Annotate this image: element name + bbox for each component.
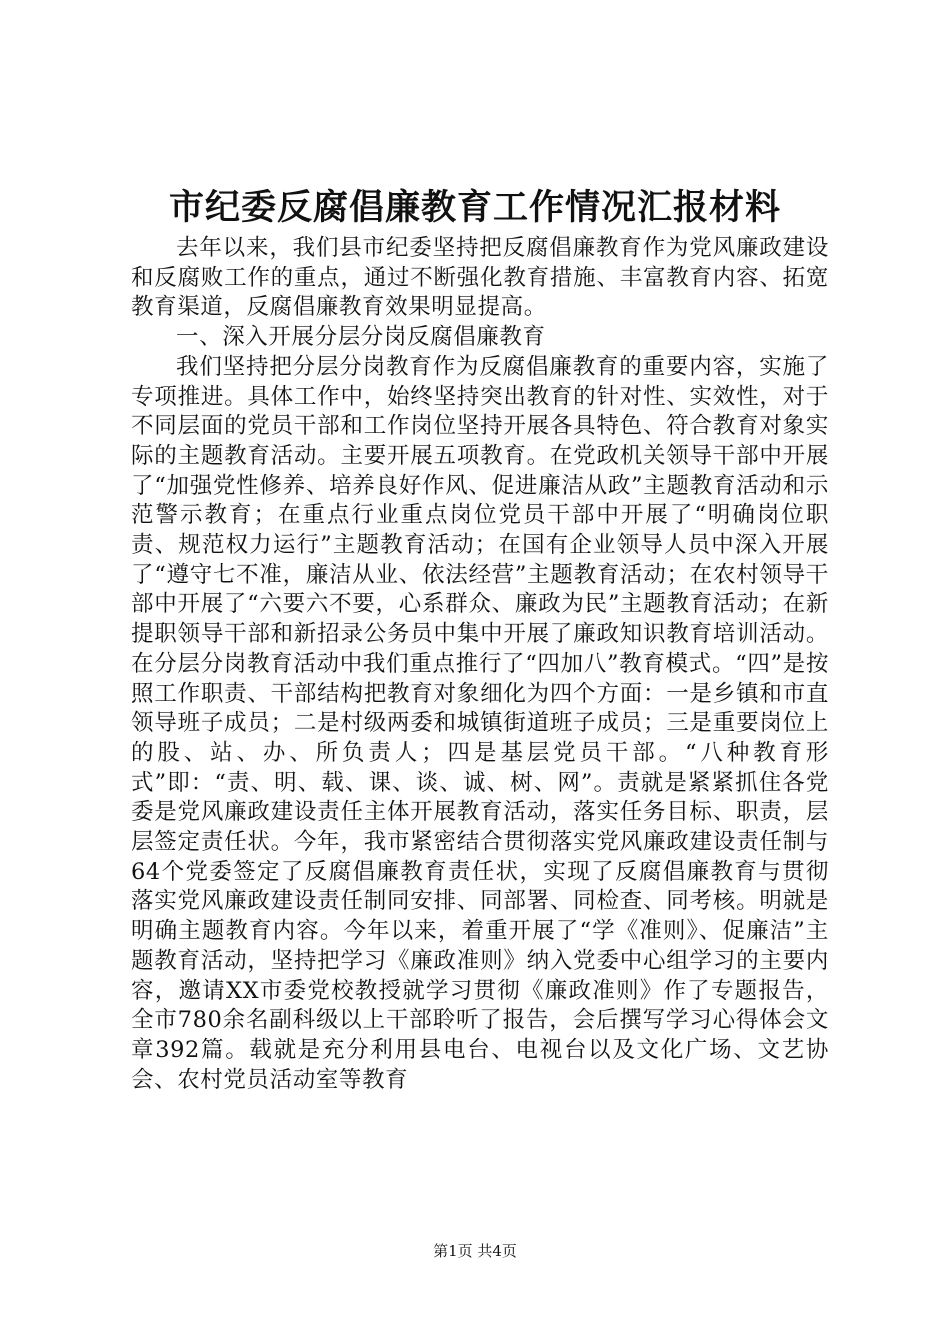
paragraph-intro: 去年以来，我们县市纪委坚持把反腐倡廉教育作为党风廉政建设和反腐败工作的重点，通过不断强化教育措施、丰富教育内容、拓宽教育渠道，反腐倡廉教育效果明显提高。 — [131, 235, 829, 321]
paragraph-section-1: 我们坚持把分层分岗教育作为反腐倡廉教育的重要内容，实施了专项推进。具体工作中，始终坚持突出教育的针对性、实效性，对于不同层面的党员干部和工作岗位坚持开展各具特色、符合教育对象实际的主题教育活动。主要开展五项教育。在党政机关领导干部中开展了“加强党性修养、培养良好作风、促进廉洁从政”主题教育活动和示范警示教育；在重点行业重点岗位党员干部中开展了“明确岗位职责、规范权力运行”主题教育活动；在国有企业领导人员中深入开展了“遵守七不准，廉洁从业、依法经营”主题教育活动；在农村领导干部中开展了“六要六不要，心系群众、廉政为民”主题教育活动；在新提职领导干部和新招录公务员中集中开展了廉政知识教育培训活动。在分层分岗教育活动中我们重点推行了“四加八”教育模式。“四”是按照工作职责、干部结构把教育对象细化为四个方面：一是乡镇和市直领导班子成员；二是村级两委和城镇街道班子成员；三是重要岗位上的股、站、办、所负责人；四是基层党员干部。“八种教育形式”即：“责、明、载、课、谈、诚、树、网”。责就是紧紧抓住各党委是党风廉政建设责任主体开展教育活动，落实任务目标、职责，层层签定责任状。今年，我市紧密结合贯彻落实党风廉政建设责任制与64个党委签定了反腐倡廉教育责任状，实现了反腐倡廉教育与贯彻落实党风廉政建设责任制同安排、同部署、同检查、同考核。明就是明确主题教育内容。今年以来，着重开展了“学《准则》、促廉洁”主题教育活动，坚持把学习《廉政准则》纳入党委中心组学习的主要内容，邀请XX市委党校教授就学习贯彻《廉政准则》作了专题报告，全市780余名副科级以上干部聆听了报告，会后撰写学习心得体会文章392篇。载就是充分利用县电台、电视台以及文化广场、文艺协会、农村党员活动室等教育 — [131, 353, 829, 1093]
document-body — [131, 234, 829, 1095]
page-number: 第1页 — [433, 1242, 473, 1260]
document-title: 市纪委反腐倡廉教育工作情况汇报材料 — [168, 187, 781, 228]
page-total: 共4页 — [477, 1242, 517, 1260]
page-footer — [0, 1240, 950, 1262]
section-heading-1: 一、深入开展分层分岗反腐倡廉教育 — [176, 324, 546, 351]
